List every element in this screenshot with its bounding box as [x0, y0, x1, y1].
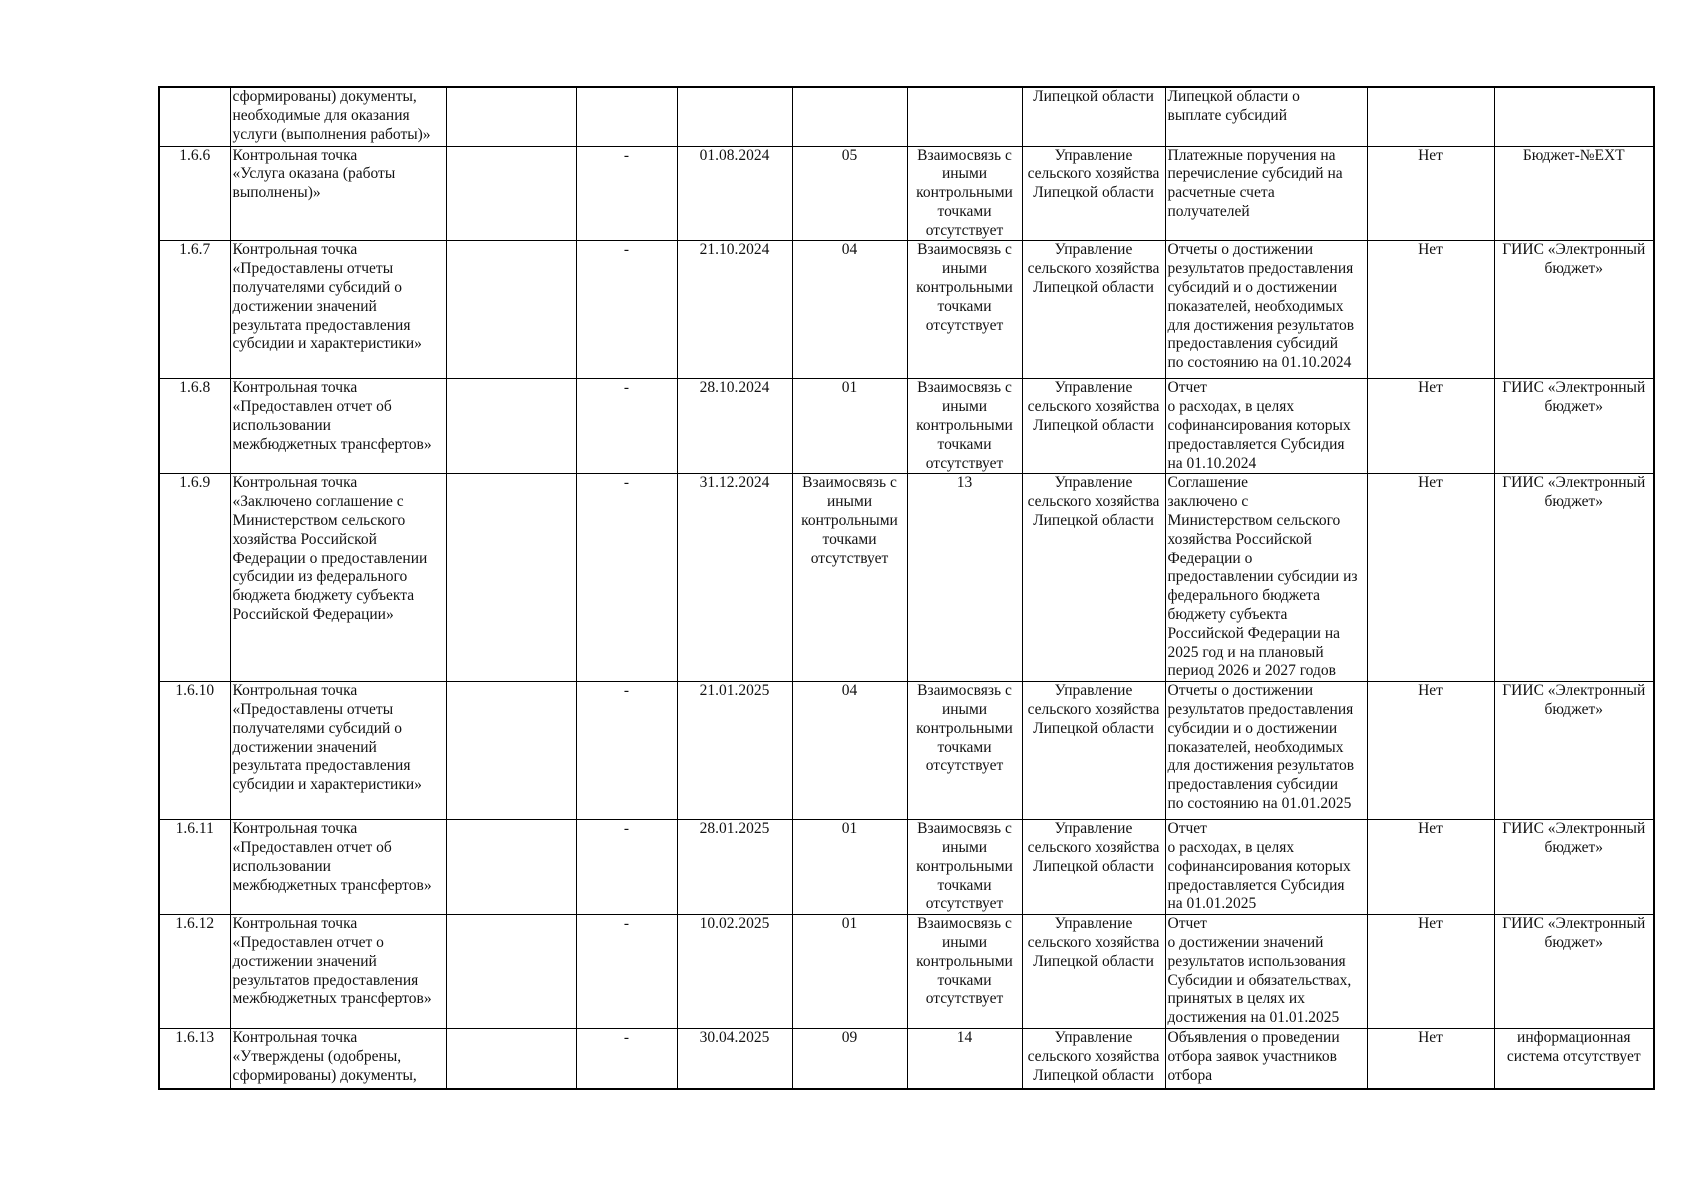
cell-information-system: ГИИС «Электронный бюджет»	[1494, 474, 1654, 682]
cell-responsible: Управление сельского хозяйства Липецкой области	[1022, 820, 1165, 915]
cell-information-system: информационная система отсутствует	[1494, 1029, 1654, 1089]
cell-result	[446, 1029, 576, 1089]
cell-document: Отчеты о достижении результатов предоставления субсидии и о достижении показателей, необходимых для достижения результатов предоставления субсидии по состоянию на 01.01.2025	[1165, 682, 1367, 820]
cell-successor: Взаимосвязь с иными контрольными точками отсутствует	[907, 820, 1022, 915]
cell-predecessor	[792, 87, 907, 146]
table-row	[159, 820, 1654, 915]
cell-number: 1.6.10	[159, 682, 230, 820]
table-row	[159, 682, 1654, 820]
cell-event-name: Контрольная точка «Услуга оказана (работы выполнены)»	[230, 146, 446, 241]
cell-predecessor: 05	[792, 146, 907, 241]
cell-event-name: Контрольная точка «Утверждены (одобрены, сформированы) документы,	[230, 1029, 446, 1089]
cell-result	[446, 820, 576, 915]
cell-information-system: ГИИС «Электронный бюджет»	[1494, 820, 1654, 915]
cell-successor: Взаимосвязь с иными контрольными точками отсутствует	[907, 241, 1022, 379]
cell-approval: Нет	[1367, 241, 1494, 379]
cell-result	[446, 915, 576, 1029]
cell-predecessor: 01	[792, 915, 907, 1029]
cell-result	[446, 379, 576, 474]
cell-start-date: -	[576, 241, 677, 379]
cell-event-name: Контрольная точка «Заключено соглашение с Министерством сельского хозяйства Российской Федерации о предоставлении субсидии из федерального бюджета бюджету субъекта Российской Федерации»	[230, 474, 446, 682]
cell-end-date	[677, 87, 792, 146]
cell-predecessor: 01	[792, 820, 907, 915]
cell-approval: Нет	[1367, 146, 1494, 241]
cell-number: 1.6.11	[159, 820, 230, 915]
cell-number: 1.6.13	[159, 1029, 230, 1089]
cell-approval: Нет	[1367, 379, 1494, 474]
cell-start-date: -	[576, 915, 677, 1029]
cell-predecessor: 04	[792, 682, 907, 820]
cell-responsible: Липецкой области	[1022, 87, 1165, 146]
cell-result	[446, 474, 576, 682]
cell-end-date: 28.01.2025	[677, 820, 792, 915]
cell-result	[446, 241, 576, 379]
table-body	[159, 87, 1654, 1089]
cell-number: 1.6.6	[159, 146, 230, 241]
cell-event-name: сформированы) документы, необходимые для оказания услуги (выполнения работы)»	[230, 87, 446, 146]
cell-predecessor: 09	[792, 1029, 907, 1089]
cell-predecessor: 04	[792, 241, 907, 379]
cell-information-system: ГИИС «Электронный бюджет»	[1494, 915, 1654, 1029]
cell-approval: Нет	[1367, 682, 1494, 820]
cell-start-date: -	[576, 820, 677, 915]
cell-event-name: Контрольная точка «Предоставлен отчет об использовании межбюджетных трансфертов»	[230, 820, 446, 915]
table-row	[159, 379, 1654, 474]
cell-approval: Нет	[1367, 474, 1494, 682]
table-row	[159, 87, 1654, 146]
cell-result	[446, 146, 576, 241]
cell-result	[446, 682, 576, 820]
cell-document: Соглашение заключено с Министерством сельского хозяйства Российской Федерации о предоставлении субсидии из федерального бюджета бюджету субъекта Российской Федерации на 2025 год и на плановый период 2026 и 2027 годов	[1165, 474, 1367, 682]
cell-start-date: -	[576, 1029, 677, 1089]
cell-document: Платежные поручения на перечисление субсидий на расчетные счета получателей	[1165, 146, 1367, 241]
cell-responsible: Управление сельского хозяйства Липецкой области	[1022, 379, 1165, 474]
cell-end-date: 01.08.2024	[677, 146, 792, 241]
cell-document: Отчет о расходах, в целях софинансирования которых предоставляется Субсидия на 01.01.2025	[1165, 820, 1367, 915]
cell-end-date: 31.12.2024	[677, 474, 792, 682]
cell-end-date: 10.02.2025	[677, 915, 792, 1029]
cell-start-date: -	[576, 146, 677, 241]
cell-responsible: Управление сельского хозяйства Липецкой области	[1022, 915, 1165, 1029]
cell-document: Отчет о расходах, в целях софинансирования которых предоставляется Субсидия на 01.10.2024	[1165, 379, 1367, 474]
cell-number: 1.6.9	[159, 474, 230, 682]
cell-responsible: Управление сельского хозяйства Липецкой области	[1022, 146, 1165, 241]
cell-responsible: Управление сельского хозяйства Липецкой области	[1022, 241, 1165, 379]
table-row	[159, 915, 1654, 1029]
cell-information-system: ГИИС «Электронный бюджет»	[1494, 379, 1654, 474]
cell-number	[159, 87, 230, 146]
cell-approval	[1367, 87, 1494, 146]
cell-predecessor: Взаимосвязь с иными контрольными точками отсутствует	[792, 474, 907, 682]
table-row	[159, 1029, 1654, 1089]
cell-start-date: -	[576, 682, 677, 820]
cell-document: Отчеты о достижении результатов предоставления субсидий и о достижении показателей, необходимых для достижения результатов предоставления субсидий по состоянию на 01.10.2024	[1165, 241, 1367, 379]
cell-end-date: 21.10.2024	[677, 241, 792, 379]
cell-responsible: Управление сельского хозяйства Липецкой области	[1022, 474, 1165, 682]
cell-successor: 14	[907, 1029, 1022, 1089]
cell-start-date: -	[576, 379, 677, 474]
cell-number: 1.6.8	[159, 379, 230, 474]
cell-end-date: 30.04.2025	[677, 1029, 792, 1089]
control-points-table	[158, 86, 1655, 1090]
cell-document: Объявления о проведении отбора заявок участников отбора	[1165, 1029, 1367, 1089]
cell-event-name: Контрольная точка «Предоставлены отчеты получателями субсидий о достижении значений результата предоставления субсидии и характеристики»	[230, 241, 446, 379]
cell-result	[446, 87, 576, 146]
cell-end-date: 21.01.2025	[677, 682, 792, 820]
table-row	[159, 474, 1654, 682]
cell-event-name: Контрольная точка «Предоставлены отчеты получателями субсидий о достижении значений результата предоставления субсидии и характеристики»	[230, 682, 446, 820]
cell-successor: Взаимосвязь с иными контрольными точками отсутствует	[907, 146, 1022, 241]
cell-document: Липецкой области о выплате субсидий	[1165, 87, 1367, 146]
cell-responsible: Управление сельского хозяйства Липецкой области	[1022, 1029, 1165, 1089]
cell-approval: Нет	[1367, 915, 1494, 1029]
cell-information-system: ГИИС «Электронный бюджет»	[1494, 682, 1654, 820]
cell-number: 1.6.12	[159, 915, 230, 1029]
cell-successor: Взаимосвязь с иными контрольными точками отсутствует	[907, 915, 1022, 1029]
cell-information-system	[1494, 87, 1654, 146]
cell-approval: Нет	[1367, 1029, 1494, 1089]
cell-start-date: -	[576, 474, 677, 682]
cell-information-system: ГИИС «Электронный бюджет»	[1494, 241, 1654, 379]
cell-end-date: 28.10.2024	[677, 379, 792, 474]
cell-event-name: Контрольная точка «Предоставлен отчет о достижении значений результатов предоставления межбюджетных трансфертов»	[230, 915, 446, 1029]
cell-successor	[907, 87, 1022, 146]
cell-approval: Нет	[1367, 820, 1494, 915]
cell-start-date	[576, 87, 677, 146]
cell-information-system: Бюджет-№EXT	[1494, 146, 1654, 241]
cell-successor: Взаимосвязь с иными контрольными точками отсутствует	[907, 682, 1022, 820]
table-row	[159, 241, 1654, 379]
cell-predecessor: 01	[792, 379, 907, 474]
table-row	[159, 146, 1654, 241]
cell-event-name: Контрольная точка «Предоставлен отчет об использовании межбюджетных трансфертов»	[230, 379, 446, 474]
cell-number: 1.6.7	[159, 241, 230, 379]
cell-successor: 13	[907, 474, 1022, 682]
cell-document: Отчет о достижении значений результатов использования Субсидии и обязательствах, принятых в целях их достижения на 01.01.2025	[1165, 915, 1367, 1029]
cell-successor: Взаимосвязь с иными контрольными точками отсутствует	[907, 379, 1022, 474]
cell-responsible: Управление сельского хозяйства Липецкой области	[1022, 682, 1165, 820]
